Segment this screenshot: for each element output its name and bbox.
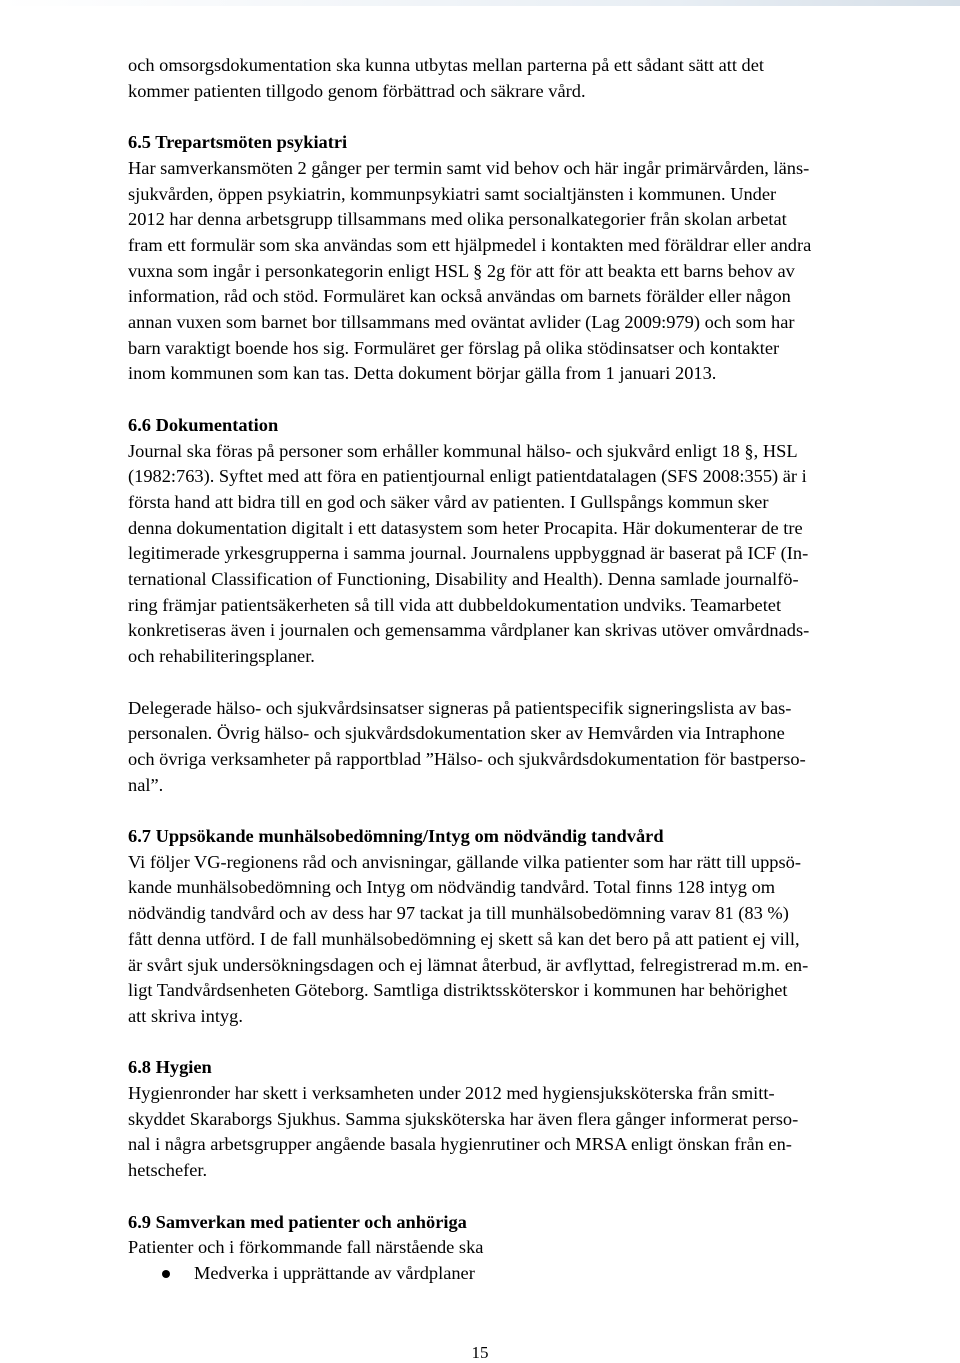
list-item-text: Medverka i upprättande av vårdplaner [194,1262,475,1283]
section-heading: 6.7 Uppsökande munhälsobedömning/Intyg om nödvändig tandvård [128,826,664,847]
section-6-8 [128,1055,960,1184]
page-number: 15 [471,1343,489,1362]
text-line: nal”. [128,774,164,795]
bullet-list [128,1261,960,1287]
text-line: inom kommunen som kan tas. Detta dokument börjar gälla from 1 januari 2013. [128,363,717,384]
text-line: hetschefer. [128,1160,208,1181]
text-line: personalen. Övrig hälso- och sjukvårdsdokumentation sker av Hemvården via Intraphone [128,723,785,744]
section-6-6 [128,413,960,799]
top-decorative-rule [0,0,960,6]
text-line: denna dokumentation digitalt i ett datasystem som heter Procapita. Här dokumenterar de tre [128,517,803,538]
text-line: vuxna som ingår i personkategorin enligt HSL § 2g för att för att beakta ett barns behov av [128,260,795,281]
text-line: Vi följer VG-regionens råd och anvisningar, gällande vilka patienter som har rätt till uppsö- [128,851,801,872]
section-heading: 6.8 Hygien [128,1057,212,1078]
text-line: ligt Tandvårdsenheten Göteborg. Samtliga distriktssköterskor i kommunen har behörighet [128,980,788,1001]
list-item [128,1261,960,1287]
text-line: första hand att bidra till en god och säker vård av patienten. I Gullspångs kommun sker [128,491,769,512]
text-line: är svårt sjuk undersökningsdagen och ej lämnat återbud, är avflyttad, felregistrerad m.m. en- [128,954,809,975]
document-page [128,53,960,1287]
text-line: och rehabiliteringsplaner. [128,646,315,667]
text-line: och omsorgsdokumentation ska kunna utbytas mellan parterna på ett sådant sätt att det [128,55,765,75]
section-paragraph [128,1081,960,1184]
section-heading: 6.9 Samverkan med patienter och anhöriga [128,1211,467,1232]
continuation-paragraph [128,53,960,104]
text-line: konkretiseras även i journalen och gemensamma vårdplaner kan skrivas utöver omvårdnads- [128,620,810,641]
text-line: information, råd och stöd. Formuläret kan också användas om barnets förälder eller någon [128,286,791,307]
text-line: Har samverkansmöten 2 gånger per termin samt vid behov och här ingår primärvården, läns- [128,157,810,178]
text-line: skyddet Skaraborgs Sjukhus. Samma sjuksköterska har även flera gånger informerat perso- [128,1108,799,1129]
text-line: Delegerade hälso- och sjukvårdsinsatser signeras på patientspecifik signeringslista av bas- [128,697,792,718]
text-line: och övriga verksamheter på rapportblad ”Hälso- och sjukvårdsdokumentation för bastperso- [128,748,806,769]
text-line: nal i några arbetsgrupper angående basala hygienrutiner och MRSA enligt önskan från en- [128,1134,792,1155]
section-6-5 [128,130,960,387]
text-line: kommer patienten tillgodo genom förbättrad och säkrare vård. [128,80,586,101]
section-paragraph [128,156,960,387]
text-line: ternational Classification of Functioning, Disability and Health). Denna samlade journalfö- [128,569,799,590]
text-line: barn varaktigt boende hos sig. Formuläret ger förslag på olika stödinsatser och kontakter [128,337,780,358]
text-line: 2012 har denna arbetsgrupp tillsammans med olika personalkategorier från skolan arbetat [128,209,787,230]
bullet-icon [162,1270,170,1278]
section-paragraph [128,850,960,1030]
section-6-9 [128,1210,960,1287]
section-heading: 6.6 Dokumentation [128,414,279,435]
section-6-7 [128,824,960,1030]
text-line: Journal ska föras på personer som erhåller kommunal hälso- och sjukvård enligt 18 §, HSL [128,440,798,461]
text-line: fått denna utförd. I de fall munhälsobedömning ej skett så kan det bero på att patient ej vill, [128,928,800,949]
section-paragraph [128,696,960,799]
text-line: (1982:763). Syftet med att föra en patientjournal enligt patientdatalagen (SFS 2008:355) är i [128,466,807,487]
text-line: nödvändig tandvård och av dess har 97 tackat ja till munhälsobedömning varav 81 (83 %) [128,903,789,924]
section-paragraph [128,1235,960,1261]
text-line: sjukvården, öppen psykiatrin, kommunpsykiatri samt socialtjänsten i kommunen. Under [128,183,777,204]
text-line: att skriva intyg. [128,1005,243,1026]
text-line: Hygienronder har skett i verksamheten under 2012 med hygiensjuksköterska från smitt- [128,1083,775,1104]
section-paragraph [128,439,960,670]
text-line: fram ett formulär som ska användas som ett hjälpmedel i kontakten med föräldrar eller andra [128,234,812,255]
text-line: annan vuxen som barnet bor tillsammans med oväntat avlider (Lag 2009:979) och som har [128,312,795,333]
text-line: ring främjar patientsäkerheten så till vida att dubbeldokumentation undviks. Teamarbetet [128,594,782,615]
text-line: Patienter och i förkommande fall närstående ska [128,1237,484,1258]
text-line: kande munhälsobedömning och Intyg om nödvändig tandvård. Total finns 128 intyg om [128,877,776,898]
text-line: legitimerade yrkesgrupperna i samma journal. Journalens uppbyggnad är baserat på ICF (In- [128,543,809,564]
section-heading: 6.5 Trepartsmöten psykiatri [128,132,348,153]
